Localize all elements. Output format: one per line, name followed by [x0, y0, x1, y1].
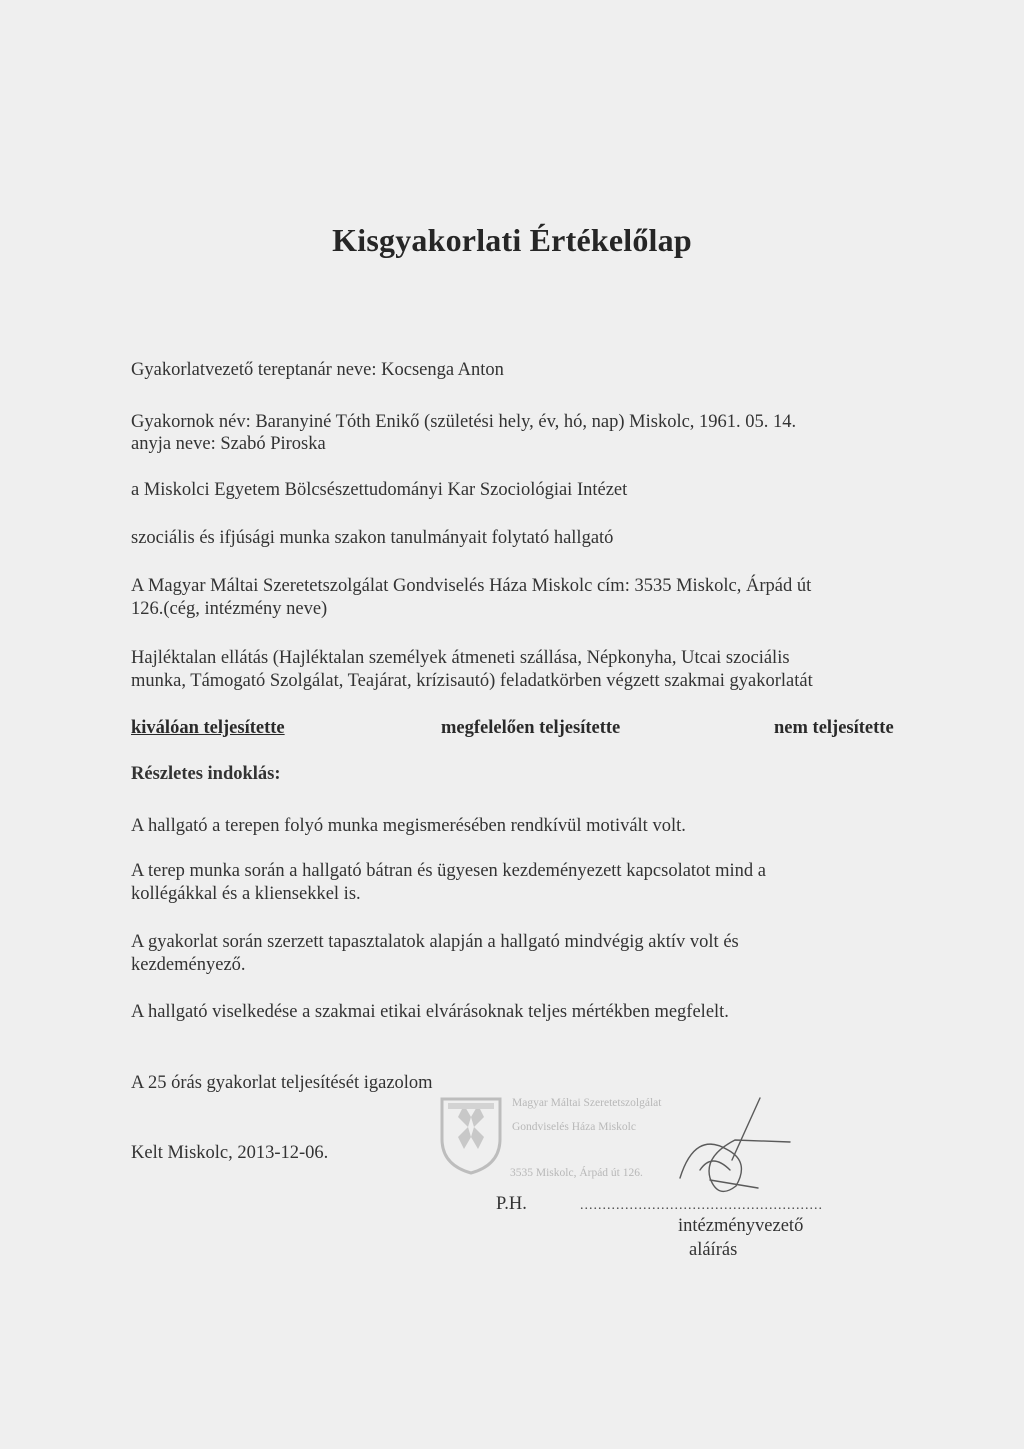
trainee-line: Gyakornok név: Baranyiné Tóth Enikő (születési hely, év, hó, nap) Miskolc, 1961. 05. 14. [131, 412, 797, 432]
option-excellent: kiválóan teljesítette [131, 718, 285, 738]
stamp-text-line-2: Gondviselés Háza Miskolc [512, 1121, 636, 1133]
option-adequate: megfelelően teljesítette [441, 718, 621, 738]
date-line: Kelt Miskolc, 2013-12-06. [131, 1143, 329, 1163]
maltese-cross-emblem-icon [436, 1095, 506, 1177]
option-not-completed: nem teljesítette [774, 718, 894, 738]
certify-line: A 25 órás gyakorlat teljesítését igazolom [131, 1073, 433, 1093]
ph-label: P.H. [496, 1194, 527, 1214]
stamp-text-line-3: 3535 Miskolc, Árpád út 126. [510, 1167, 643, 1179]
area-line: Hajléktalan ellátás (Hajléktalan személyek átmeneti szállása, Népkonyha, Utcai szociális [131, 648, 790, 668]
signer-title: intézményvezető [678, 1216, 804, 1236]
details-paragraph-3b: kezdeményező. [131, 955, 246, 975]
details-paragraph-2b: kollégákkal és a kliensekkel is. [131, 884, 361, 904]
stamp-text-line-1: Magyar Máltai Szeretetszolgálat [512, 1097, 662, 1109]
program-line: szociális és ifjúsági munka szakon tanulmányait folytató hallgató [131, 528, 614, 548]
university-line: a Miskolci Egyetem Bölcsészettudományi Kar Szociológiai Intézet [131, 480, 628, 500]
institution-line-2: 126.(cég, intézmény neve) [131, 599, 328, 619]
details-paragraph-3: A gyakorlat során szerzett tapasztalatok alapján a hallgató mindvégig aktív volt és [131, 932, 739, 952]
handwritten-signature [640, 1090, 800, 1200]
supervisor-line: Gyakorlatvezető tereptanár neve: Kocsenga Anton [131, 360, 504, 380]
details-paragraph-2: A terep munka során a hallgató bátran és ügyesen kezdeményezett kapcsolatot mind a [131, 861, 766, 881]
details-heading: Részletes indoklás: [131, 764, 281, 784]
page-title: Kisgyakorlati Értékelőlap [332, 222, 692, 258]
signer-label: aláírás [689, 1240, 738, 1260]
institution-line: A Magyar Máltai Szeretetszolgálat Gondviselés Háza Miskolc cím: 3535 Miskolc, Árpád út [131, 576, 812, 596]
mother-name-line: anyja neve: Szabó Piroska [131, 434, 326, 454]
area-line-2: munka, Támogató Szolgálat, Teajárat, krízisautó) feladatkörben végzett szakmai gyakorlatát [131, 671, 813, 691]
details-paragraph-4: A hallgató viselkedése a szakmai etikai elvárásoknak teljes mértékben megfelelt. [131, 1002, 729, 1022]
signature-line: ...................................................... [580, 1198, 823, 1213]
details-paragraph-1: A hallgató a terepen folyó munka megismerésében rendkívül motivált volt. [131, 816, 686, 836]
